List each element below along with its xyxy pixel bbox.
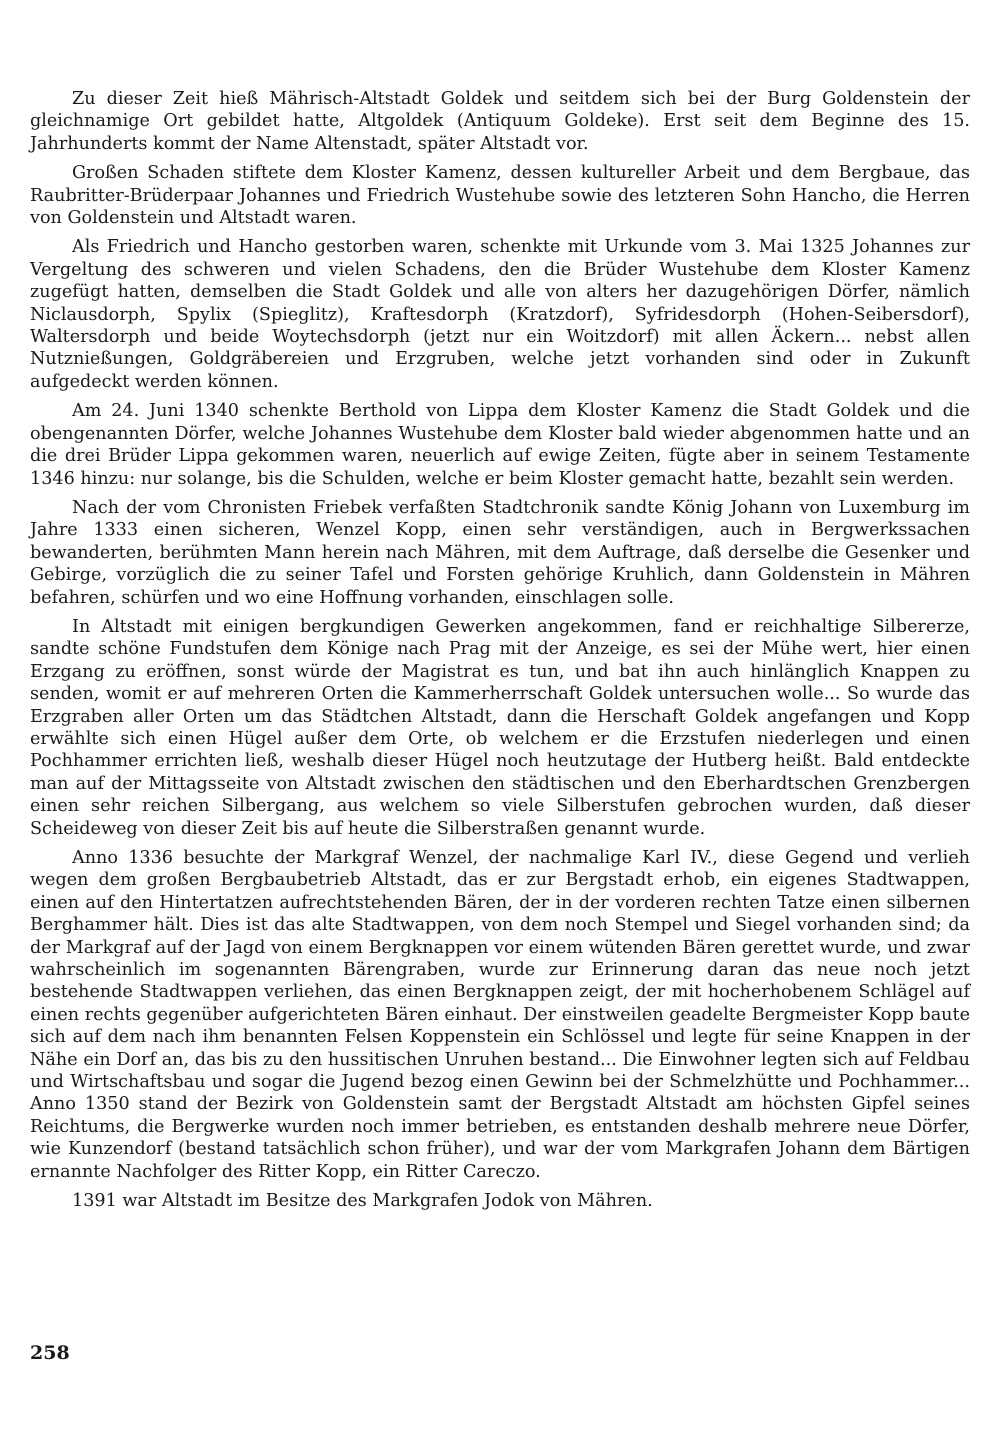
paragraph-8: 1391 war Altstadt im Besitze des Markgrafen Jodok von Mähren.	[72, 1191, 653, 1212]
page-number: 258	[30, 1342, 70, 1364]
paragraph-1: Zu dieser Zeit hieß Mährisch-Altstadt Goldek und seitdem sich bei der Burg Goldenstein der gleichnamige Ort gebildet hatte, Altgoldek (Antiquum Goldeke). Erst seit dem Beginne des 15. Jahrhunderts kommt der Name Altenstadt, später Altstadt vor.	[30, 89, 970, 154]
paragraph-3: Als Friedrich und Hancho gestorben waren, schenkte mit Urkunde vom 3. Mai 1325 Johannes zur Vergeltung des schweren und vielen Schadens, den die Brüder Wustehube dem Kloster Kamenz zugefügt hatten, demselben die Stadt Goldek und alle von alters her dazugehörigen Dörfer, nämlich Niclausdorph, Spylix (Spieglitz), Kraftesdorph (Kratzdorf), Syfridesdorph (Hohen-Seibersdorf), Waltersdorph und beide Woytechsdorph (jetzt nur ein Woitzdorf) mit allen Äckern... nebst allen Nutznießungen, Goldgräbereien und Erzgruben, welche jetzt vorhanden sind oder in Zukunft aufgedeckt werden können.	[30, 237, 970, 392]
paragraph-6: In Altstadt mit einigen bergkundigen Gewerken angekommen, fand er reichhaltige Silbererze, sandte schöne Fundstufen dem Könige nach Prag mit der Anzeige, es sei der Mühe wert, hier einen Erzgang zu eröffnen, sonst würde der Magistrat es tun, und bat ihn auch hinlänglich Knappen zu senden, womit er auf mehreren Orten die Kammerherrschaft Goldek untersuchen wolle... So wurde das Erzgraben aller Orten um das Städtchen Altstadt, dann die Herschaft Goldek angefangen und Kopp erwählte sich einen Hügel außer dem Orte, ob welchem er die Erzstufen niederlegen und einen Pochhammer errichten ließ, weshalb dieser Hügel noch heutzutage der Hutberg heißt. Bald entdeckte man auf der Mittagsseite von Altstadt zwischen den städtischen und den Eberhardtschen Grenzbergen einen sehr reichen Silbergang, aus welchem so viele Silberstufen gebrochen wurden, daß dieser Scheideweg von dieser Zeit bis auf heute die Silberstraßen genannt wurde.	[30, 616, 970, 839]
paragraph-5: Nach der vom Chronisten Friebek verfaßten Stadtchronik sandte König Johann von Luxemburg im Jahre 1333 einen sicheren, Wenzel Kopp, einen sehr verständigen, auch in Bergwerkssachen bewanderten, berühmten Mann herein nach Mähren, mit dem Auftrage, daß derselbe die Gesenker und Gebirge, vorzüglich die zu seiner Tafel und Forsten gehörige Kruhlich, dann Goldenstein in Mähren befahren, schürfen und wo eine Hoffnung vorhanden, einschlagen solle.	[30, 497, 970, 608]
page-body	[30, 88, 970, 1220]
paragraph-4: Am 24. Juni 1340 schenkte Berthold von Lippa dem Kloster Kamenz die Stadt Goldek und die obengenannten Dörfer, welche Johannes Wustehube dem Kloster bald wieder abgenommen hatte und an die drei Brüder Lippa gekommen waren, neuerlich auf ewige Zeiten, fügte aber in seinem Testamente 1346 hinzu: nur solange, bis die Schulden, welche er beim Kloster gemacht hatte, bezahlt sein werden.	[30, 401, 970, 489]
paragraph-7: Anno 1336 besuchte der Markgraf Wenzel, der nachmalige Karl IV., diese Gegend und verlieh wegen dem großen Bergbaubetrieb Altstadt, das er zur Bergstadt erhob, ein eigenes Stadtwappen, einen auf den Hintertatzen aufrechtstehenden Bären, der in der vorderen rechten Tatze einen silbernen Berghammer hält. Dies ist das alte Stadtwappen, von dem noch Stempel und Siegel vorhanden sind; da der Markgraf auf der Jagd von einem Bergknappen vor einem wütenden Bären gerettet wurde, und zwar wahrscheinlich im sogenannten Bärengraben, wurde zur Erinnerung daran das neue noch jetzt bestehende Stadtwappen verliehen, das einen Bergknappen zeigt, der mit hocherhobenem Schlägel auf einen rechts gegenüber aufgerichteten Bären einhaut. Der einstweilen geadelte Bergmeister Kopp baute sich auf dem nach ihm benannten Felsen Koppenstein ein Schlössel und legte für seine Knappen in der Nähe ein Dorf an, das bis zu den hussitischen Unruhen bestand... Die Einwohner legten sich auf Feldbau und Wirtschaftsbau und sogar die Jugend bezog einen Gewinn bei der Schmelzhütte und Pochhammer... Anno 1350 stand der Bezirk von Goldenstein samt der Bergstadt Altstadt am höchsten Gipfel seines Reichtums, die Bergwerke wurden noch immer betrieben, es entstanden deshalb mehrere neue Dörfer, wie Kunzendorf (bestand tatsächlich schon früher), und war der vom Markgrafen Johann dem Bärtigen ernannte Nachfolger des Ritter Kopp, ein Ritter Careczo.	[30, 848, 970, 1182]
paragraph-2: Großen Schaden stiftete dem Kloster Kamenz, dessen kultureller Arbeit und dem Bergbaue, das Raubritter-Brüderpaar Johannes und Friedrich Wustehube sowie des letzteren Sohn Hancho, die Herren von Goldenstein und Altstadt waren.	[30, 163, 970, 229]
